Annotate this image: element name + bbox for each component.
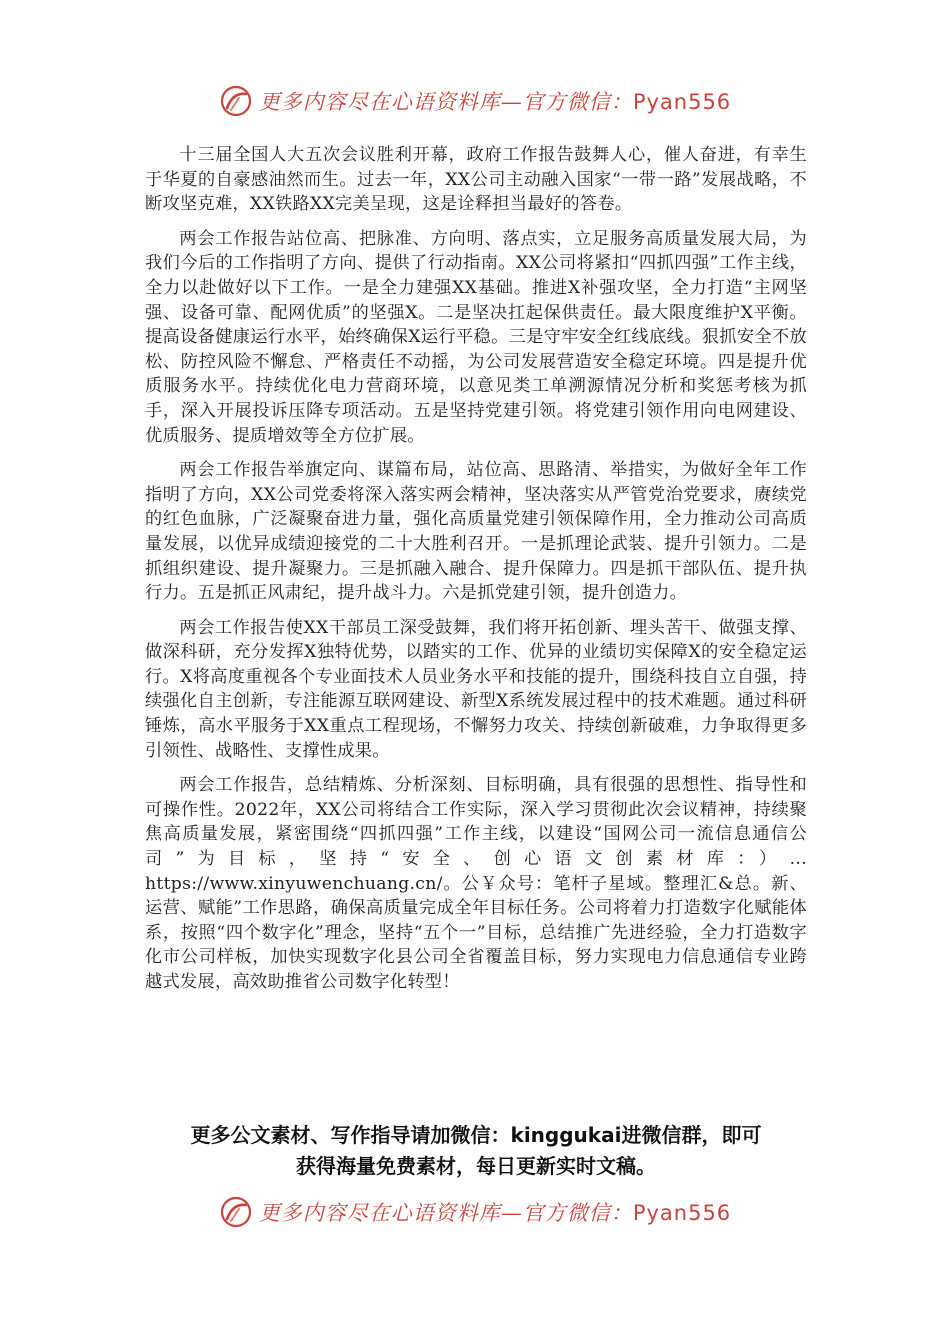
header-banner [0,84,950,118]
header-banner-text: 更多内容尽在心语资料库—官方微信：Pyan556 [258,90,732,114]
footer-banner-text: 更多内容尽在心语资料库—官方微信：Pyan556 [258,1201,732,1225]
cta-line-1: 更多公文素材、写作指导请加微信：kinggukai进微信群，即可 [190,1123,762,1147]
brand-logo-icon [219,1195,253,1229]
article-body [145,143,807,1005]
paragraph-1: 十三届全国人大五次会议胜利开幕，政府工作报告鼓舞人心，催人奋进，有幸生于华夏的自豪感油然而生。过去一年，XX公司主动融入国家“一带一路”发展战略，不断攻坚克难，XX铁路XX完美呈现，这是诠释担当最好的答卷。 [145,145,807,215]
paragraph-5: 两会工作报告，总结精炼、分析深刻、目标明确，具有很强的思想性、指导性和可操作性。2022年，XX公司将结合工作实际，深入学习贯彻此次会议精神，持续聚焦高质量发展，紧密围绕“四抓四强”工作主线，以建设“国网公司一流信息通信公司”为目标，坚持“安全、创心语文创素材库：）…https://www.xinyuwenchuang.cn/。公￥众号：笔杆子星域。整理汇&总。新、运营、赋能”工作思路，确保高质量完成全年目标任务。公司将着力打造数字化赋能体系，按照“四个数字化”理念，坚持“五个一”目标，总结推广先进经验，全力打造数字化市公司样板，加快实现数字化县公司全省覆盖目标，努力实现电力信息通信专业跨越式发展，高效助推省公司数字化转型！ [145,775,807,992]
brand-logo-icon [219,84,253,118]
footer-banner [0,1195,950,1229]
paragraph-2: 两会工作报告站位高、把脉准、方向明、落点实，立足服务高质量发展大局，为我们今后的工作指明了方向、提供了行动指南。XX公司将紧扣“四抓四强”工作主线，全力以赴做好以下工作。一是全力建强XX基础。推进X补强攻坚，全力打造“主网坚强、设备可靠、配网优质”的坚强X。二是坚决扛起保供责任。最大限度维护X平衡。提高设备健康运行水平，始终确保X运行平稳。三是守牢安全红线底线。狠抓安全不放松、防控风险不懈怠、严格责任不动摇，为公司发展营造安全稳定环境。四是提升优质服务水平。持续优化电力营商环境，以意见类工单溯源情况分析和奖惩考核为抓手，深入开展投诉压降专项活动。五是坚持党建引领。将党建引领作用向电网建设、优质服务、提质增效等全方位扩展。 [145,228,807,446]
paragraph-4: 两会工作报告使XX干部员工深受鼓舞，我们将开拓创新、埋头苦干、做强支撑、做深科研，充分发挥X独特优势，以踏实的工作、优异的业绩切实保障X的安全稳定运行。X将高度重视各个专业面技术人员业务水平和技能的提升，围绕科技自立自强，持续强化自主创新，专注能源互联网建设、新型X系统发展过程中的技术难题。通过科研锤炼，高水平服务于XX重点工程现场，不懈努力攻关、持续创新破难，力争取得更多引领性、战略性、支撑性成果。 [145,617,807,761]
cta-line-2: 获得海量免费素材，每日更新实时文稿。 [296,1154,656,1178]
paragraph-3: 两会工作报告举旗定向、谋篇布局，站位高、思路清、举措实，为做好全年工作指明了方向，XX公司党委将深入落实两会精神，坚决落实从严管党治党要求，赓续党的红色血脉，广泛凝聚奋进力量，强化高质量党建引领保障作用，全力推动公司高质量发展，以优异成绩迎接党的二十大胜利召开。一是抓理论武装、提升引领力。二是抓组织建设、提升凝聚力。三是抓融入融合、提升保障力。四是抓干部队伍、提升执行力。五是抓正风肃纪，提升战斗力。六是抓党建引领，提升创造力。 [145,460,807,604]
contact-cta [145,1120,807,1182]
